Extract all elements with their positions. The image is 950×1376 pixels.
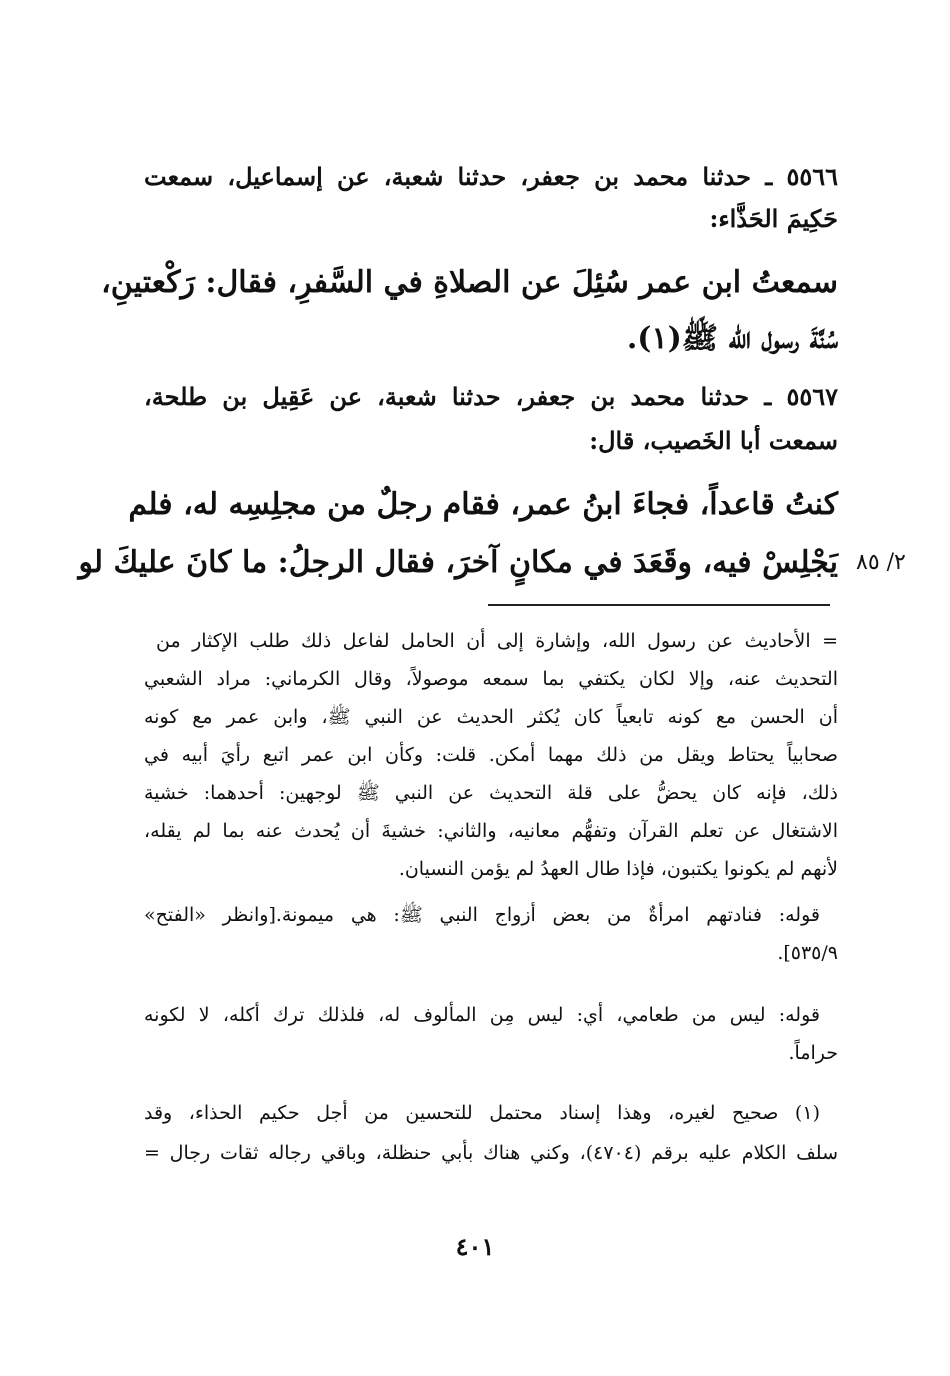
- hadith-5567-isnad-line-2: سمعت أبا الخَصيب، قال:: [589, 426, 838, 455]
- margin-volume-page-reference: ٢/ ٨٥: [856, 550, 906, 575]
- footnote-qawluhu-1-line-2: ٥٣٥/٩].: [777, 942, 838, 964]
- footnote-continuation-line-4: صحابياً يحتاط ويقل من ذلك مهما أمكن. قلت: وكأن ابن عمر اتبع رأيَ أبيه في: [144, 744, 838, 766]
- footnote-1-line-1: (١) صحيح لغيره، وهذا إسناد محتمل للتحسين من أجل حكيم الحذاء، وقد: [144, 1102, 820, 1124]
- footnote-continuation-line-3: أن الحسن مع كونه تابعياً كان يُكثر الحديث عن النبي ﷺ، وابن عمر مع كونه: [144, 706, 838, 728]
- hadith-5566-matn-line-1: سمعتُ ابن عمر سُئِلَ عن الصلاةِ في السَّفرِ، فقال: رَكْعتينِ،: [101, 265, 838, 300]
- footnote-1-line-2: سلف الكلام عليه برقم (٤٧٠٤)، وكني هناك بأبي حنظلة، وباقي رجاله ثقات رجال =: [144, 1142, 838, 1164]
- footnote-qawluhu-2-line-1: قوله: ليس من طعامي، أي: ليس مِن المألوف له، فلذلك ترك أكله، لا لكونه: [144, 1004, 820, 1026]
- footnote-continuation-line-1: = الأحاديث عن رسول الله، وإشارة إلى أن الحامل لفاعل ذلك طلب الإكثار من: [156, 630, 838, 652]
- page-number: ٤٠١: [455, 1232, 495, 1261]
- hadith-5567-matn-line-1: كنتُ قاعداً، فجاءَ ابنُ عمر، فقام رجلٌ من مجلِسِه له، فلم: [128, 487, 838, 522]
- hadith-5567-isnad-line-1: ٥٥٦٧ ـ حدثنا محمد بن جعفر، حدثنا شعبة، عن عَقِيل بن طلحة،: [144, 382, 838, 411]
- footnote-qawluhu-2-line-2: حراماً.: [788, 1042, 838, 1064]
- hadith-5567-matn-line-2: يَجْلِسْ فيه، وقَعَدَ في مكانٍ آخرَ، فقال الرجلُ: ما كانَ عليكَ لو: [78, 545, 838, 580]
- hadith-5566-matn-line-2: سُنَّةَ رسول الله ﷺ(١).: [626, 321, 838, 356]
- hadith-5566-isnad-line-2: حَكِيمَ الحَذَّاء:: [709, 204, 838, 233]
- footnote-continuation-line-6: الاشتغال عن تعلم القرآن وتفهُّم معانيه، والثاني: خشيةَ أن يُحدث عنه بما لم يقله،: [144, 820, 838, 842]
- hadith-5566-isnad-line-1: ٥٥٦٦ ـ حدثنا محمد بن جعفر، حدثنا شعبة، عن إسماعيل، سمعت: [144, 162, 838, 191]
- footnote-continuation-line-2: التحديث عنه، وإلا لكان يكتفي بما سمعه موصولاً، وقال الكرماني: مراد الشعبي: [144, 668, 838, 690]
- footnote-qawluhu-1-line-1: قوله: فنادتهم امرأةٌ من بعض أزواج النبي ﷺ: هي ميمونة.[وانظر «الفتح»: [144, 904, 820, 926]
- footnote-divider: [488, 604, 830, 606]
- footnote-continuation-line-7: لأنهم لم يكونوا يكتبون، فإذا طال العهدُ لم يؤمن النسيان.: [398, 858, 838, 880]
- footnote-continuation-line-5: ذلك، فإنه كان يحضُّ على قلة التحديث عن النبي ﷺ لوجهين: أحدهما: خشية: [144, 782, 838, 804]
